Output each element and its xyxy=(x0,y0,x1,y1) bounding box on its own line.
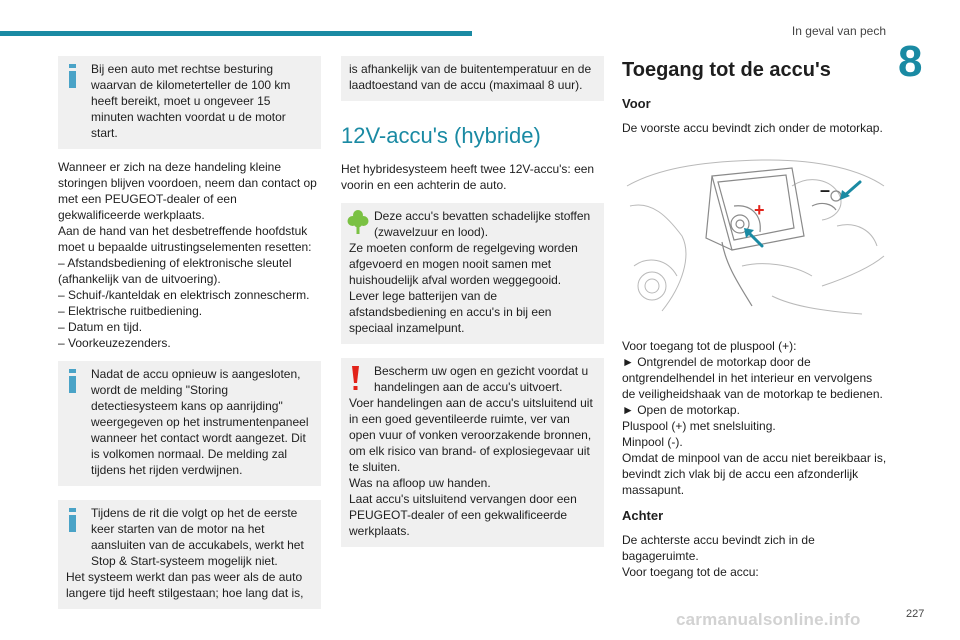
step: ► Open de motorkap. xyxy=(622,403,740,417)
continued-text: is afhankelijk van de buitentemperatuur en de laadtoestand van de accu (maximaal 8 uur). xyxy=(349,62,592,92)
rear-instructions xyxy=(622,532,888,580)
paragraph: Aan de hand van het desbetreffende hoofdstuk moet u bepaalde uitrustingselementen resetten: xyxy=(58,224,312,254)
front-instructions xyxy=(622,338,888,498)
environment-box xyxy=(341,203,604,344)
warning-box xyxy=(341,358,604,547)
page-heading: Toegang tot de accu's xyxy=(622,59,831,81)
column-2 xyxy=(341,56,604,547)
minus-terminal-label: – xyxy=(820,180,831,200)
reset-text xyxy=(58,159,321,351)
paragraph: Wanneer er zich na deze handeling kleine storingen blijven voordoen, neem dan contact op met een PEUGEOT-dealer of een gekwalificeerde werkplaats. xyxy=(58,160,317,222)
column-1 xyxy=(58,56,321,609)
paragraph: Omdat de minpool van de accu niet bereikbaar is, bevindt zich vlak bij de accu een afzonderlijk massapunt. xyxy=(622,451,887,497)
list-item: – Afstandsbediening of elektronische sleutel (afhankelijk van de uitvoering). xyxy=(58,256,292,286)
info-box-2 xyxy=(58,361,321,486)
paragraph: Minpool (-). xyxy=(622,435,683,449)
engine-bay-illustration xyxy=(622,146,888,316)
list-item: – Elektrische ruitbediening. xyxy=(58,304,203,318)
environment-text: Ze moeten conform de regelgeving worden afgevoerd en mogen nooit samen met huishoudelijk afval worden weggegooid. xyxy=(349,241,578,287)
list-item: – Voorkeuzezenders. xyxy=(58,336,171,350)
subheading-front: Voor xyxy=(622,96,651,111)
intro-text: Het hybridesysteem heeft twee 12V-accu's: een voorin en een achterin de auto. xyxy=(341,162,595,192)
front-intro: De voorste accu bevindt zich onder de motorkap. xyxy=(622,121,883,135)
info-box-3-text: Het systeem werkt dan pas weer als de auto langere tijd heeft stilgestaan; hoe lang dat is, xyxy=(66,570,304,600)
info-box-3-text: Tijdens de rit die volgt op het de eerste keer starten van de motor na het aansluiten van de accukabels, werkt het Stop & Start-systeem mogelijk niet. xyxy=(91,506,304,568)
subheading-rear: Achter xyxy=(622,508,664,523)
column-3 xyxy=(622,56,888,580)
chapter-number: 8 xyxy=(898,37,923,86)
list-item: – Schuif-/kanteldak en elektrisch zonnescherm. xyxy=(58,288,310,302)
page-number: 227 xyxy=(906,608,925,620)
continued-box xyxy=(341,56,604,101)
info-icon xyxy=(68,64,77,88)
warning-text: Bescherm uw ogen en gezicht voordat u handelingen aan de accu's uitvoert. xyxy=(374,364,589,394)
section-heading: 12V-accu's (hybride) xyxy=(341,123,541,148)
info-box-2-text: Nadat de accu opnieuw is aangesloten, wordt de melding "Storing detectiesysteem kans op aanrijding" weergegeven op het instrumentenpaneel wanneer het contact wordt aangezet. Dit is volkomen normaal. De melding zal tijdens het rijden verdwijnen. xyxy=(91,367,309,477)
info-icon xyxy=(68,369,77,393)
list-item: – Datum en tijd. xyxy=(58,320,143,334)
info-box-1 xyxy=(58,56,321,149)
environment-text: Lever lege batterijen van de afstandsbediening en accu's in bij een speciaal inzamelpunt. xyxy=(349,289,552,335)
environment-icon xyxy=(347,209,369,235)
paragraph: De achterste accu bevindt zich in de bagageruimte. xyxy=(622,533,815,563)
plus-terminal-label: + xyxy=(754,200,765,220)
paragraph: Voor toegang tot de accu: xyxy=(622,565,759,579)
warning-icon xyxy=(351,366,360,392)
header-accent-bar xyxy=(0,31,472,36)
warning-text: Was na afloop uw handen. xyxy=(349,476,491,490)
info-box-3 xyxy=(58,500,321,609)
section-title: In geval van pech xyxy=(791,24,886,38)
paragraph: Voor toegang tot de pluspool (+): xyxy=(622,339,797,353)
watermark: carmanualsonline.info xyxy=(676,610,861,629)
paragraph: Pluspool (+) met snelsluiting. xyxy=(622,419,776,433)
info-box-1-text: Bij een auto met rechtse besturing waarvan de kilometerteller de 100 km heeft bereikt, moet u ongeveer 15 minuten wachten voordat u de motor start. xyxy=(91,62,291,140)
environment-text: Deze accu's bevatten schadelijke stoffen (zwavelzuur en lood). xyxy=(374,209,591,239)
warning-text: Laat accu's uitsluitend vervangen door een PEUGEOT-dealer of een gekwalificeerde werkplaats. xyxy=(349,492,577,538)
step: ► Ontgrendel de motorkap door de ontgrendelhendel in het interieur en vervolgens de veiligheidshaak van de motorkap te bedienen. xyxy=(622,355,883,401)
warning-text: Voer handelingen aan de accu's uitsluitend uit in een goed geventileerde ruimte, ver van open vuur of vonken veroorzakende bronnen, om elk risico van brand- of explosiegevaar uit te sluiten. xyxy=(349,396,593,474)
info-icon xyxy=(68,508,77,532)
